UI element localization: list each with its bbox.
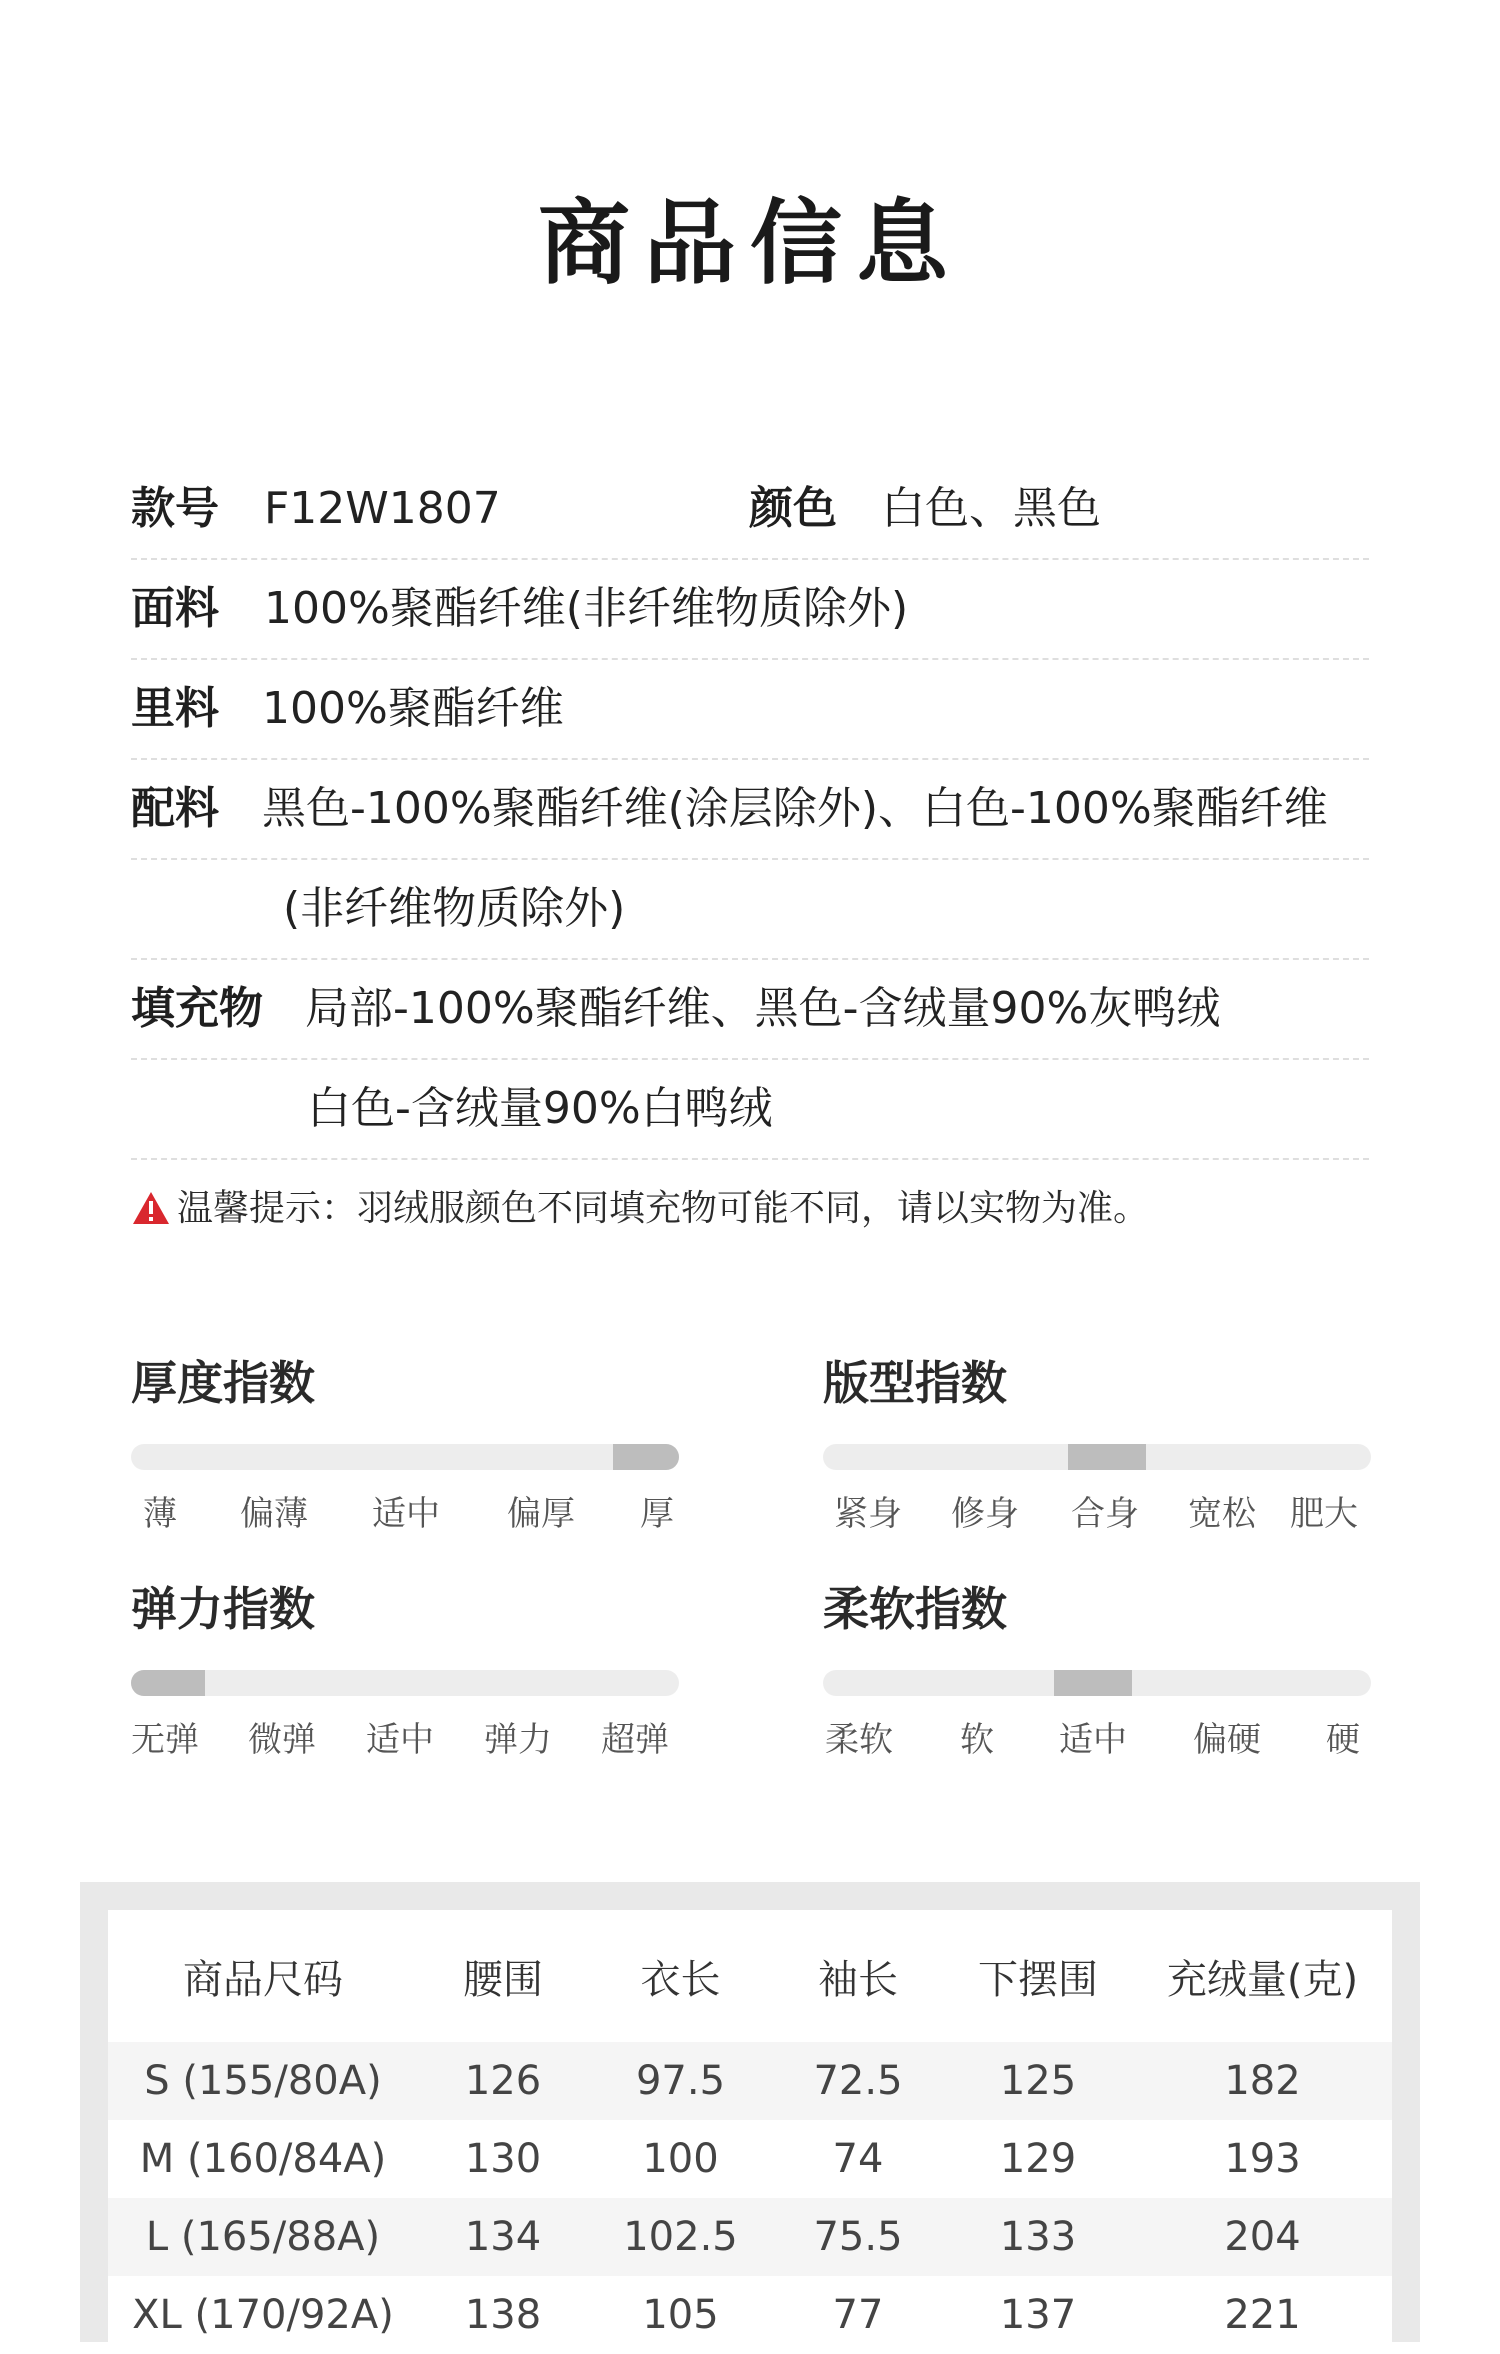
scale-label: 偏硬 [1193, 1720, 1261, 1760]
scale-label: 合身 [1071, 1494, 1139, 1534]
table-cell: 77 [832, 2292, 884, 2338]
spec-row-fabric [131, 560, 1369, 660]
table-cell: 105 [642, 2292, 719, 2338]
spec-row-fill [131, 960, 1369, 1060]
thickness-index-scale [131, 1486, 679, 1536]
table-cell: M (160/84A) [139, 2136, 387, 2182]
lining-label: 里料 [131, 683, 219, 734]
spec-row-lining [131, 660, 1369, 760]
fabric-label: 面料 [131, 583, 219, 634]
scale-label: 宽松 [1188, 1494, 1256, 1534]
column-header: 商品尺码 [183, 1956, 343, 2003]
elasticity-index-scale [131, 1712, 679, 1762]
thickness-index [131, 1348, 679, 1534]
table-cell: S (155/80A) [108, 2042, 418, 2120]
style-value: F12W1807 [264, 483, 501, 534]
style-label: 款号 [131, 483, 219, 534]
size-table [108, 1910, 1392, 2354]
table-cell: 75.5 [773, 2198, 943, 2276]
elasticity-index-track [131, 1670, 679, 1696]
table-cell: 102.5 [588, 2198, 773, 2276]
spec-row-fill-cont [131, 1060, 1369, 1160]
column-header: 衣长 [640, 1956, 721, 2003]
fit-index-title: 版型指数 [823, 1356, 1007, 1410]
scale-label: 硬 [1326, 1720, 1360, 1760]
scale-label: 超弹 [601, 1720, 669, 1760]
column-header: 腰围 [463, 1956, 543, 2003]
size-table-panel [108, 1910, 1392, 2350]
scale-label: 适中 [372, 1494, 440, 1534]
page-title: 商品信息 [537, 190, 962, 297]
spec-row-style-color [131, 460, 1369, 560]
table-cell: 193 [1224, 2136, 1301, 2182]
table-cell: 97.5 [588, 2042, 773, 2120]
softness-index [823, 1574, 1371, 1760]
elasticity-index-indicator [131, 1670, 205, 1696]
thickness-index-title: 厚度指数 [131, 1356, 315, 1410]
scale-label: 偏厚 [507, 1494, 575, 1534]
table-cell: L (165/88A) [108, 2198, 418, 2276]
spec-row-trim [131, 760, 1369, 860]
table-cell: 134 [418, 2198, 588, 2276]
spec-row-trim-cont [131, 860, 1369, 960]
table-cell: 125 [943, 2042, 1133, 2120]
fabric-value: 100%聚酯纤维(非纤维物质除外) [264, 583, 909, 634]
table-cell: 74 [832, 2136, 884, 2182]
scale-label: 修身 [951, 1494, 1019, 1534]
thickness-index-track [131, 1444, 679, 1470]
trim-value-line2: (非纤维物质除外) [283, 883, 626, 934]
fit-index-scale [823, 1486, 1371, 1536]
trim-label: 配料 [131, 783, 219, 834]
table-row [108, 2276, 1392, 2354]
table-cell: 72.5 [773, 2042, 943, 2120]
table-cell: 126 [418, 2042, 588, 2120]
column-header: 袖长 [818, 1956, 898, 2003]
fit-index [823, 1348, 1371, 1534]
scale-label: 弹力 [484, 1720, 552, 1760]
fit-index-track [823, 1444, 1371, 1470]
table-row [108, 2198, 1392, 2276]
size-table-header-row [108, 1910, 1392, 2042]
scale-label: 肥大 [1290, 1494, 1358, 1534]
fit-index-indicator [1068, 1444, 1146, 1470]
scale-label: 厚 [640, 1494, 674, 1534]
fill-label: 填充物 [131, 983, 263, 1034]
column-header: 充绒量(克) [1166, 1956, 1359, 2003]
warm-tip-text: 温馨提示：羽绒服颜色不同填充物可能不同，请以实物为准。 [177, 1188, 1150, 1229]
scale-label: 无弹 [131, 1720, 199, 1760]
color-label: 颜色 [749, 483, 837, 534]
table-cell: 129 [999, 2136, 1077, 2182]
scale-label: 适中 [366, 1720, 434, 1760]
elasticity-index [131, 1574, 679, 1760]
scale-label: 适中 [1059, 1720, 1127, 1760]
color-value: 白色、黑色 [881, 483, 1101, 534]
trim-value-line1: 黑色-100%聚酯纤维(涂层除外)、白色-100%聚酯纤维 [262, 783, 1328, 834]
table-cell: 204 [1133, 2198, 1392, 2276]
table-cell: 182 [1133, 2042, 1392, 2120]
fill-value-line2: 白色-含绒量90%白鸭绒 [307, 1083, 773, 1134]
warning-triangle-icon [131, 1190, 171, 1226]
table-row [108, 2042, 1392, 2120]
lining-value: 100%聚酯纤维 [262, 683, 564, 734]
elasticity-index-title: 弹力指数 [131, 1582, 315, 1636]
table-row [108, 2120, 1392, 2198]
scale-label: 软 [960, 1720, 994, 1760]
table-cell: XL (170/92A) [132, 2292, 394, 2338]
softness-index-indicator [1054, 1670, 1132, 1696]
scale-label: 紧身 [834, 1494, 902, 1534]
scale-label: 偏薄 [240, 1494, 308, 1534]
thickness-index-indicator [613, 1444, 679, 1470]
table-cell: 221 [1224, 2292, 1301, 2338]
warm-tip [131, 1181, 1149, 1237]
fill-value-line1: 局部-100%聚酯纤维、黑色-含绒量90%灰鸭绒 [305, 983, 1221, 1034]
softness-index-track [823, 1670, 1371, 1696]
table-cell: 137 [999, 2292, 1077, 2338]
scale-label: 薄 [143, 1494, 177, 1534]
table-cell: 138 [464, 2292, 542, 2338]
scale-label: 柔软 [825, 1720, 893, 1760]
column-header: 下摆围 [978, 1956, 1098, 2003]
table-cell: 100 [642, 2136, 719, 2182]
table-cell: 133 [943, 2198, 1133, 2276]
scale-label: 微弹 [248, 1720, 316, 1760]
softness-index-title: 柔软指数 [823, 1582, 1007, 1636]
softness-index-scale [823, 1712, 1371, 1762]
size-table-frame [80, 1882, 1420, 2342]
table-cell: 130 [464, 2136, 542, 2182]
